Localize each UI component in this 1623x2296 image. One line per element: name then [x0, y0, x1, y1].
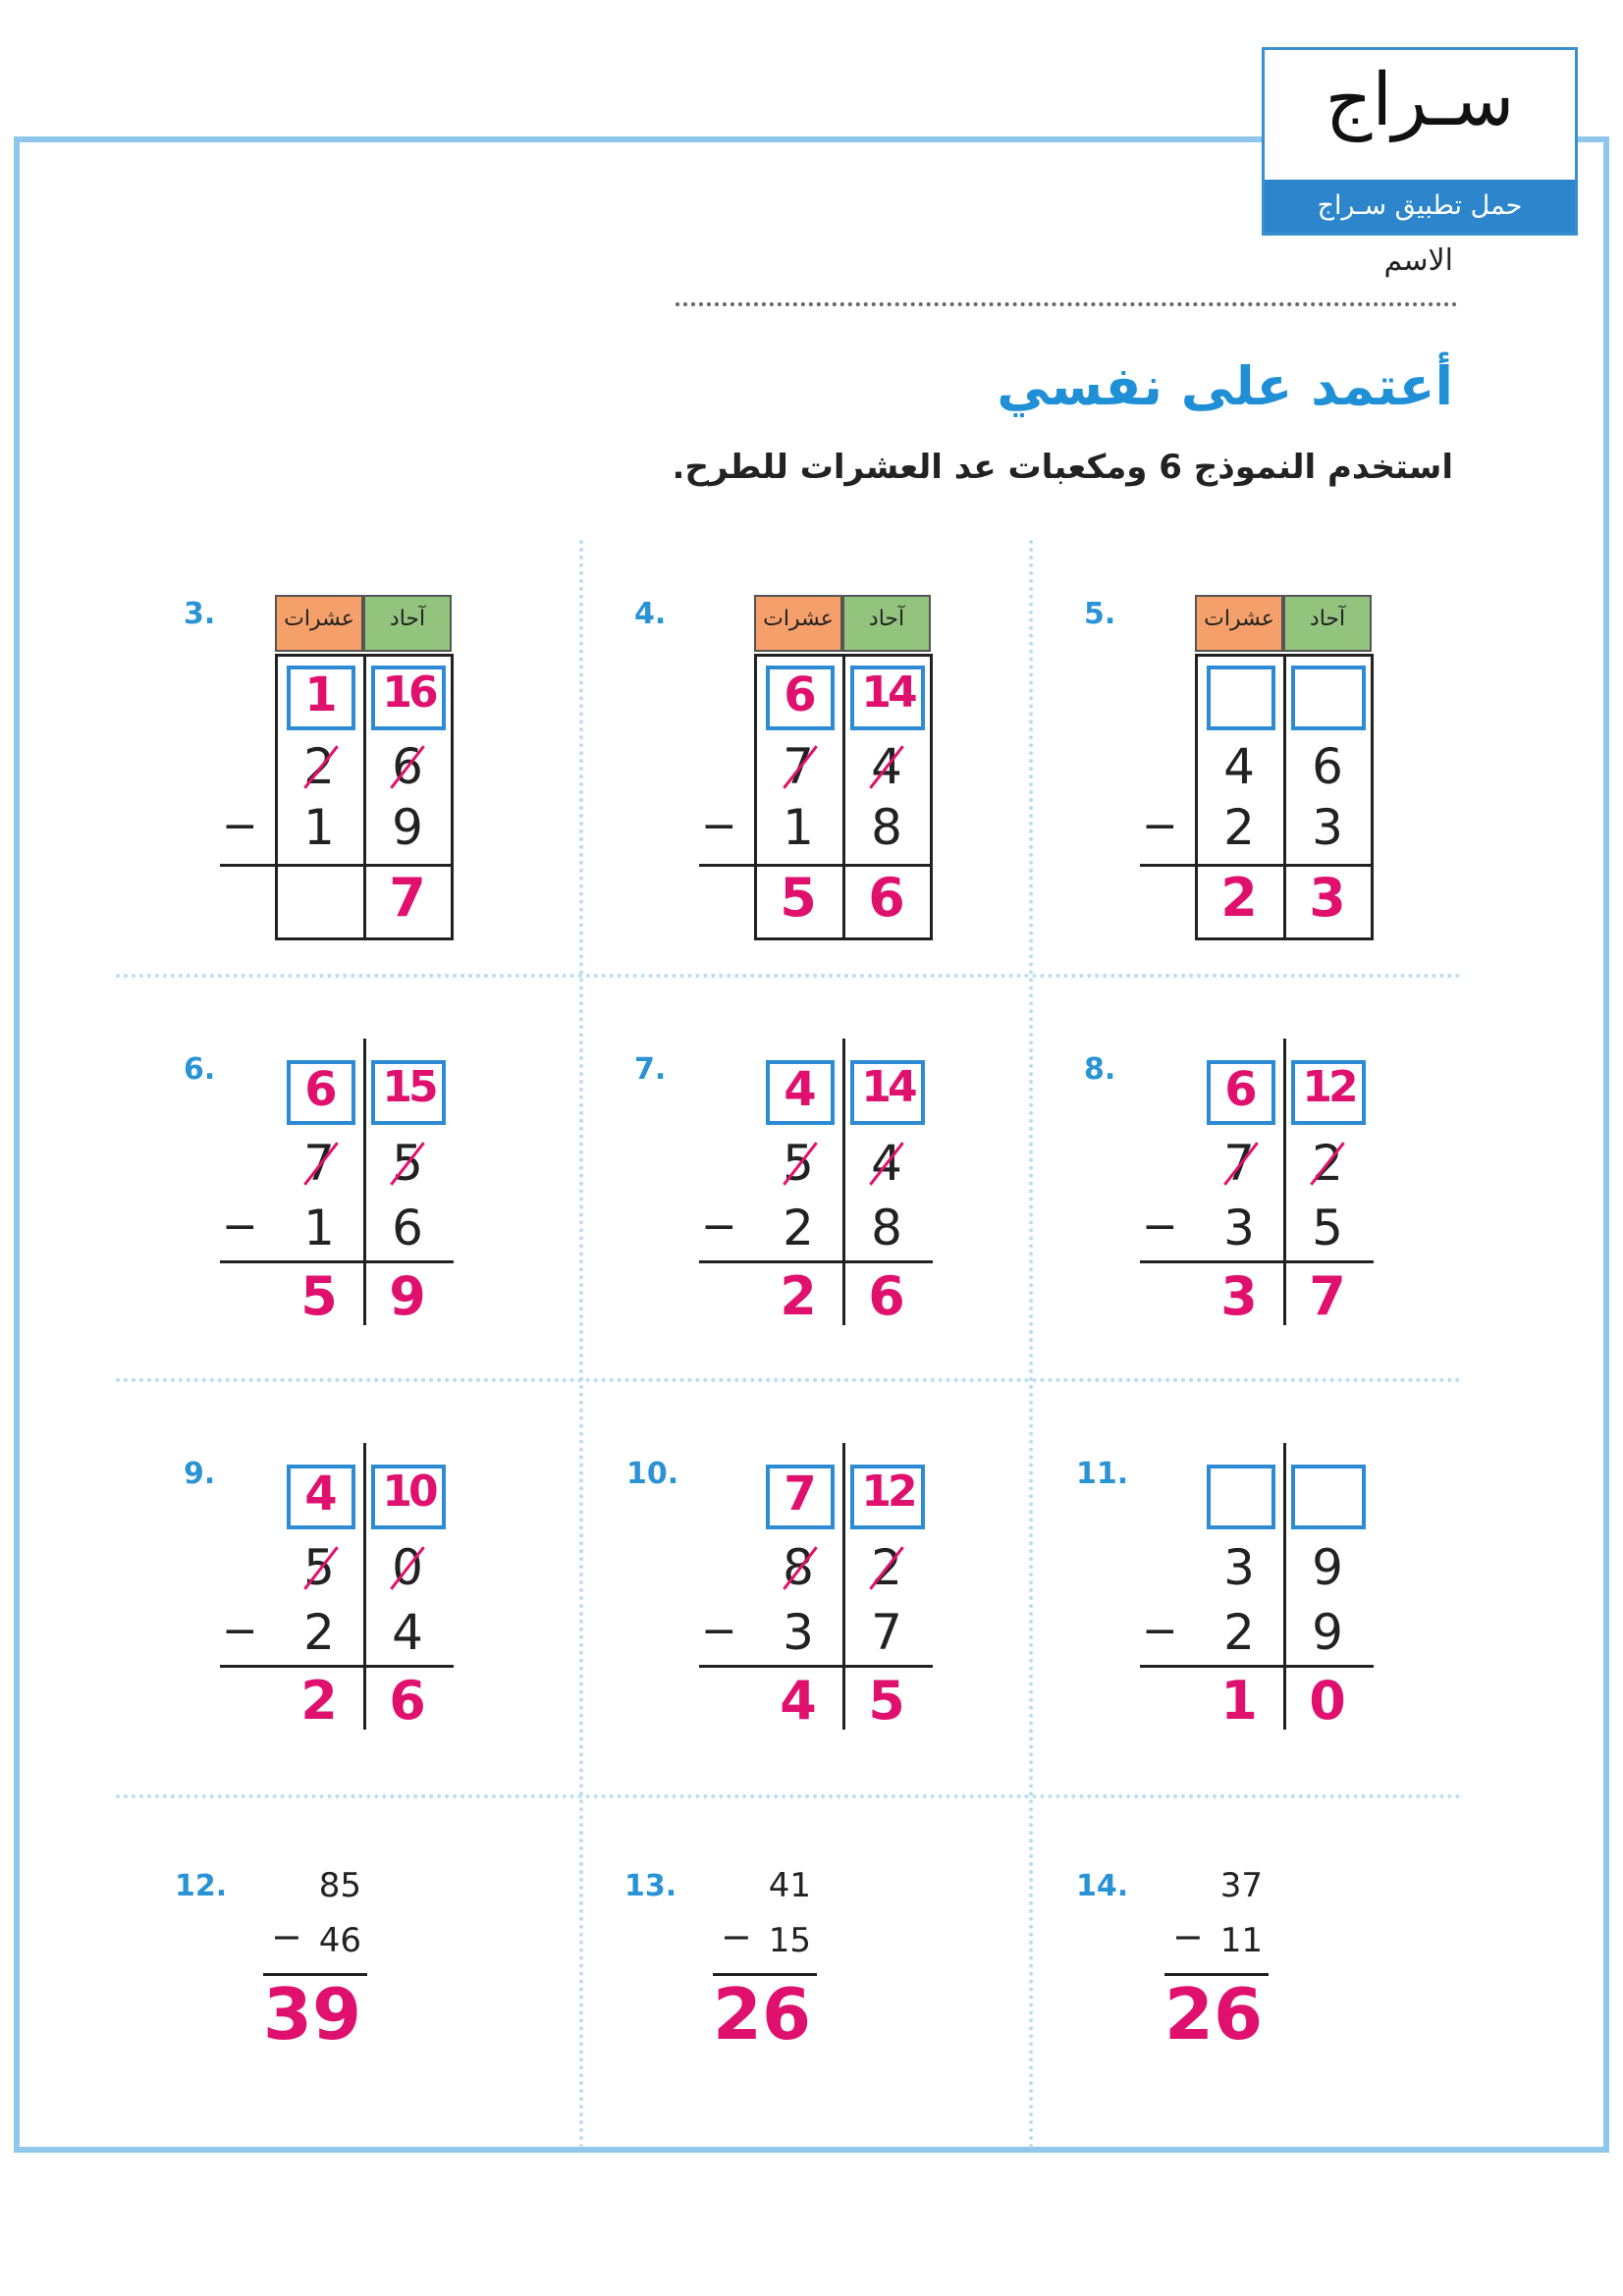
minus-sign: − [701, 801, 737, 851]
answer-tens-digit: 5 [780, 867, 817, 929]
section-heading: أعتمد على نفسي [997, 355, 1453, 417]
problem-number: 3. [184, 597, 216, 631]
answer-ones-digit: 0 [1309, 1670, 1346, 1732]
answer-ones-digit: 6 [389, 1670, 426, 1732]
answer-tens-digit: 5 [300, 1265, 338, 1327]
answer: 26 [712, 1973, 812, 2056]
answer-tens-digit: 2 [780, 1265, 817, 1327]
top-ones-digit: 5 [392, 1135, 423, 1192]
top-tens-digit: 2 [303, 738, 335, 795]
ones-regroup-value: 14 [861, 1062, 914, 1112]
bottom-ones-digit: 9 [392, 799, 423, 856]
answer-ones-digit: 9 [389, 1265, 426, 1327]
answer-ones-digit: 6 [868, 1265, 905, 1327]
bottom-tens-digit: 2 [303, 1604, 335, 1661]
tens-regroup-value: 4 [784, 1062, 817, 1117]
minus-sign: − [701, 1201, 737, 1252]
ones-column-header: آحاد [1283, 595, 1372, 652]
answer-tens-digit: 1 [1220, 1670, 1258, 1732]
row-divider [116, 1794, 1461, 1798]
answer-tens-digit: 2 [1220, 867, 1258, 929]
ones-regroup-box[interactable] [1291, 666, 1366, 730]
minus-sign: − [222, 801, 258, 851]
bottom-ones-digit: 8 [871, 1200, 902, 1256]
tens-regroup-box[interactable] [1207, 666, 1275, 730]
minus-sign: − [1142, 1606, 1178, 1656]
name-label: الاسم [1383, 243, 1453, 278]
ones-regroup-box[interactable] [1291, 1465, 1366, 1529]
answer-line [699, 1260, 933, 1263]
answer-line [220, 1665, 454, 1668]
bottom-tens-digit: 3 [783, 1604, 814, 1661]
answer-ones-digit: 3 [1309, 867, 1346, 929]
minus-sign: − [1142, 1201, 1178, 1252]
minus-sign: − [222, 1606, 258, 1656]
bottom-tens-digit: 1 [303, 799, 335, 856]
minus-sign: − [701, 1606, 737, 1656]
answer-tens-digit: 3 [1220, 1265, 1258, 1327]
problem-number: 14. [1076, 1869, 1129, 1903]
top-tens-digit: 8 [783, 1539, 814, 1596]
answer: 39 [262, 1973, 362, 2056]
top-ones-digit: 0 [392, 1539, 423, 1596]
ones-regroup-value: 15 [382, 1062, 435, 1112]
bottom-tens-digit: 2 [783, 1200, 814, 1256]
bottom-tens-digit: 2 [1223, 799, 1255, 856]
name-writing-line [676, 302, 1457, 306]
top-ones-digit: 9 [1312, 1539, 1343, 1596]
bottom-tens-digit: 1 [783, 799, 814, 856]
answer-line [220, 1260, 454, 1263]
copyright-note [1538, 1600, 1559, 2052]
logo-tagline: حمل تطبيق سـراج [1265, 180, 1575, 233]
top-ones-digit: 2 [1312, 1135, 1343, 1192]
tens-regroup-value: 6 [1224, 1062, 1258, 1117]
problem-number: 10. [626, 1457, 679, 1491]
ones-regroup-value: 12 [1302, 1062, 1355, 1112]
ones-regroup-value: 10 [382, 1467, 435, 1517]
subtrahend: 46 [318, 1921, 361, 1960]
problem-number: 11. [1076, 1457, 1129, 1491]
ones-regroup-value: 16 [382, 667, 435, 718]
answer-ones-digit: 6 [868, 867, 905, 929]
minuend: 41 [768, 1866, 811, 1905]
minus-sign: − [271, 1915, 302, 1958]
top-tens-digit: 5 [783, 1135, 814, 1192]
answer-ones-digit: 5 [868, 1670, 905, 1732]
bottom-ones-digit: 6 [392, 1200, 423, 1256]
tens-regroup-value: 7 [784, 1467, 817, 1522]
bottom-tens-digit: 1 [303, 1200, 335, 1256]
minus-sign: − [1172, 1915, 1204, 1958]
problem-number: 6. [184, 1052, 216, 1087]
ones-regroup-value: 14 [861, 667, 914, 718]
bottom-ones-digit: 7 [871, 1604, 902, 1661]
row-divider [116, 974, 1461, 978]
bottom-ones-digit: 4 [392, 1604, 423, 1661]
tens-regroup-value: 1 [304, 667, 338, 722]
ones-regroup-value: 12 [861, 1467, 914, 1517]
ones-column-header: آحاد [363, 595, 452, 652]
top-tens-digit: 5 [303, 1539, 335, 1596]
minus-sign: − [222, 1201, 258, 1252]
answer-ones-digit: 7 [1309, 1265, 1346, 1327]
minuend: 37 [1219, 1866, 1263, 1905]
problem-number: 8. [1084, 1052, 1116, 1087]
problem-number: 5. [1084, 597, 1116, 631]
row-divider [116, 1378, 1461, 1382]
answer-line [1140, 1260, 1374, 1263]
tens-column-header: عشرات [754, 595, 842, 652]
top-ones-digit: 4 [871, 738, 902, 795]
top-tens-digit: 4 [1223, 738, 1255, 795]
bottom-ones-digit: 9 [1312, 1604, 1343, 1661]
bottom-tens-digit: 2 [1223, 1604, 1255, 1661]
answer-tens-digit: 4 [780, 1670, 817, 1732]
tens-column-header: عشرات [1195, 595, 1283, 652]
answer-line [699, 1665, 933, 1668]
top-tens-digit: 7 [1223, 1135, 1255, 1192]
top-ones-digit: 4 [871, 1135, 902, 1192]
tens-regroup-value: 6 [304, 1062, 338, 1117]
column-divider [1029, 540, 1033, 2150]
bottom-tens-digit: 3 [1223, 1200, 1255, 1256]
siraj-logo[interactable] [1262, 47, 1578, 236]
subtrahend: 15 [768, 1921, 811, 1960]
problem-number: 12. [175, 1869, 228, 1903]
minus-sign: − [721, 1915, 752, 1958]
answer-line [1140, 1665, 1374, 1668]
answer-ones-digit: 7 [389, 867, 426, 929]
top-ones-digit: 6 [392, 738, 423, 795]
minuend: 85 [318, 1866, 361, 1905]
top-tens-digit: 3 [1223, 1539, 1255, 1596]
answer-tens-digit: 2 [300, 1670, 338, 1732]
answer: 26 [1163, 1973, 1264, 2056]
logo-text: سـراج [1325, 58, 1515, 142]
tens-regroup-value: 6 [784, 667, 817, 722]
minus-sign: − [1142, 801, 1178, 851]
problem-number: 7. [634, 1052, 667, 1087]
top-ones-digit: 2 [871, 1539, 902, 1596]
bottom-ones-digit: 3 [1312, 799, 1343, 856]
problem-number: 9. [184, 1457, 216, 1491]
ones-column-header: آحاد [842, 595, 931, 652]
column-divider [579, 540, 583, 2150]
problem-number: 13. [624, 1869, 677, 1903]
tens-column-header: عشرات [275, 595, 363, 652]
subtrahend: 11 [1219, 1921, 1263, 1960]
top-ones-digit: 6 [1312, 738, 1343, 795]
bottom-ones-digit: 5 [1312, 1200, 1343, 1256]
tens-regroup-value: 4 [304, 1467, 338, 1522]
top-tens-digit: 7 [303, 1135, 335, 1192]
problem-number: 4. [634, 597, 667, 631]
bottom-ones-digit: 8 [871, 799, 902, 856]
top-tens-digit: 7 [783, 738, 814, 795]
instruction-text: استخدم النموذج 6 ومكعبات عد العشرات للطرح. [672, 448, 1453, 487]
tens-regroup-box[interactable] [1207, 1465, 1275, 1529]
